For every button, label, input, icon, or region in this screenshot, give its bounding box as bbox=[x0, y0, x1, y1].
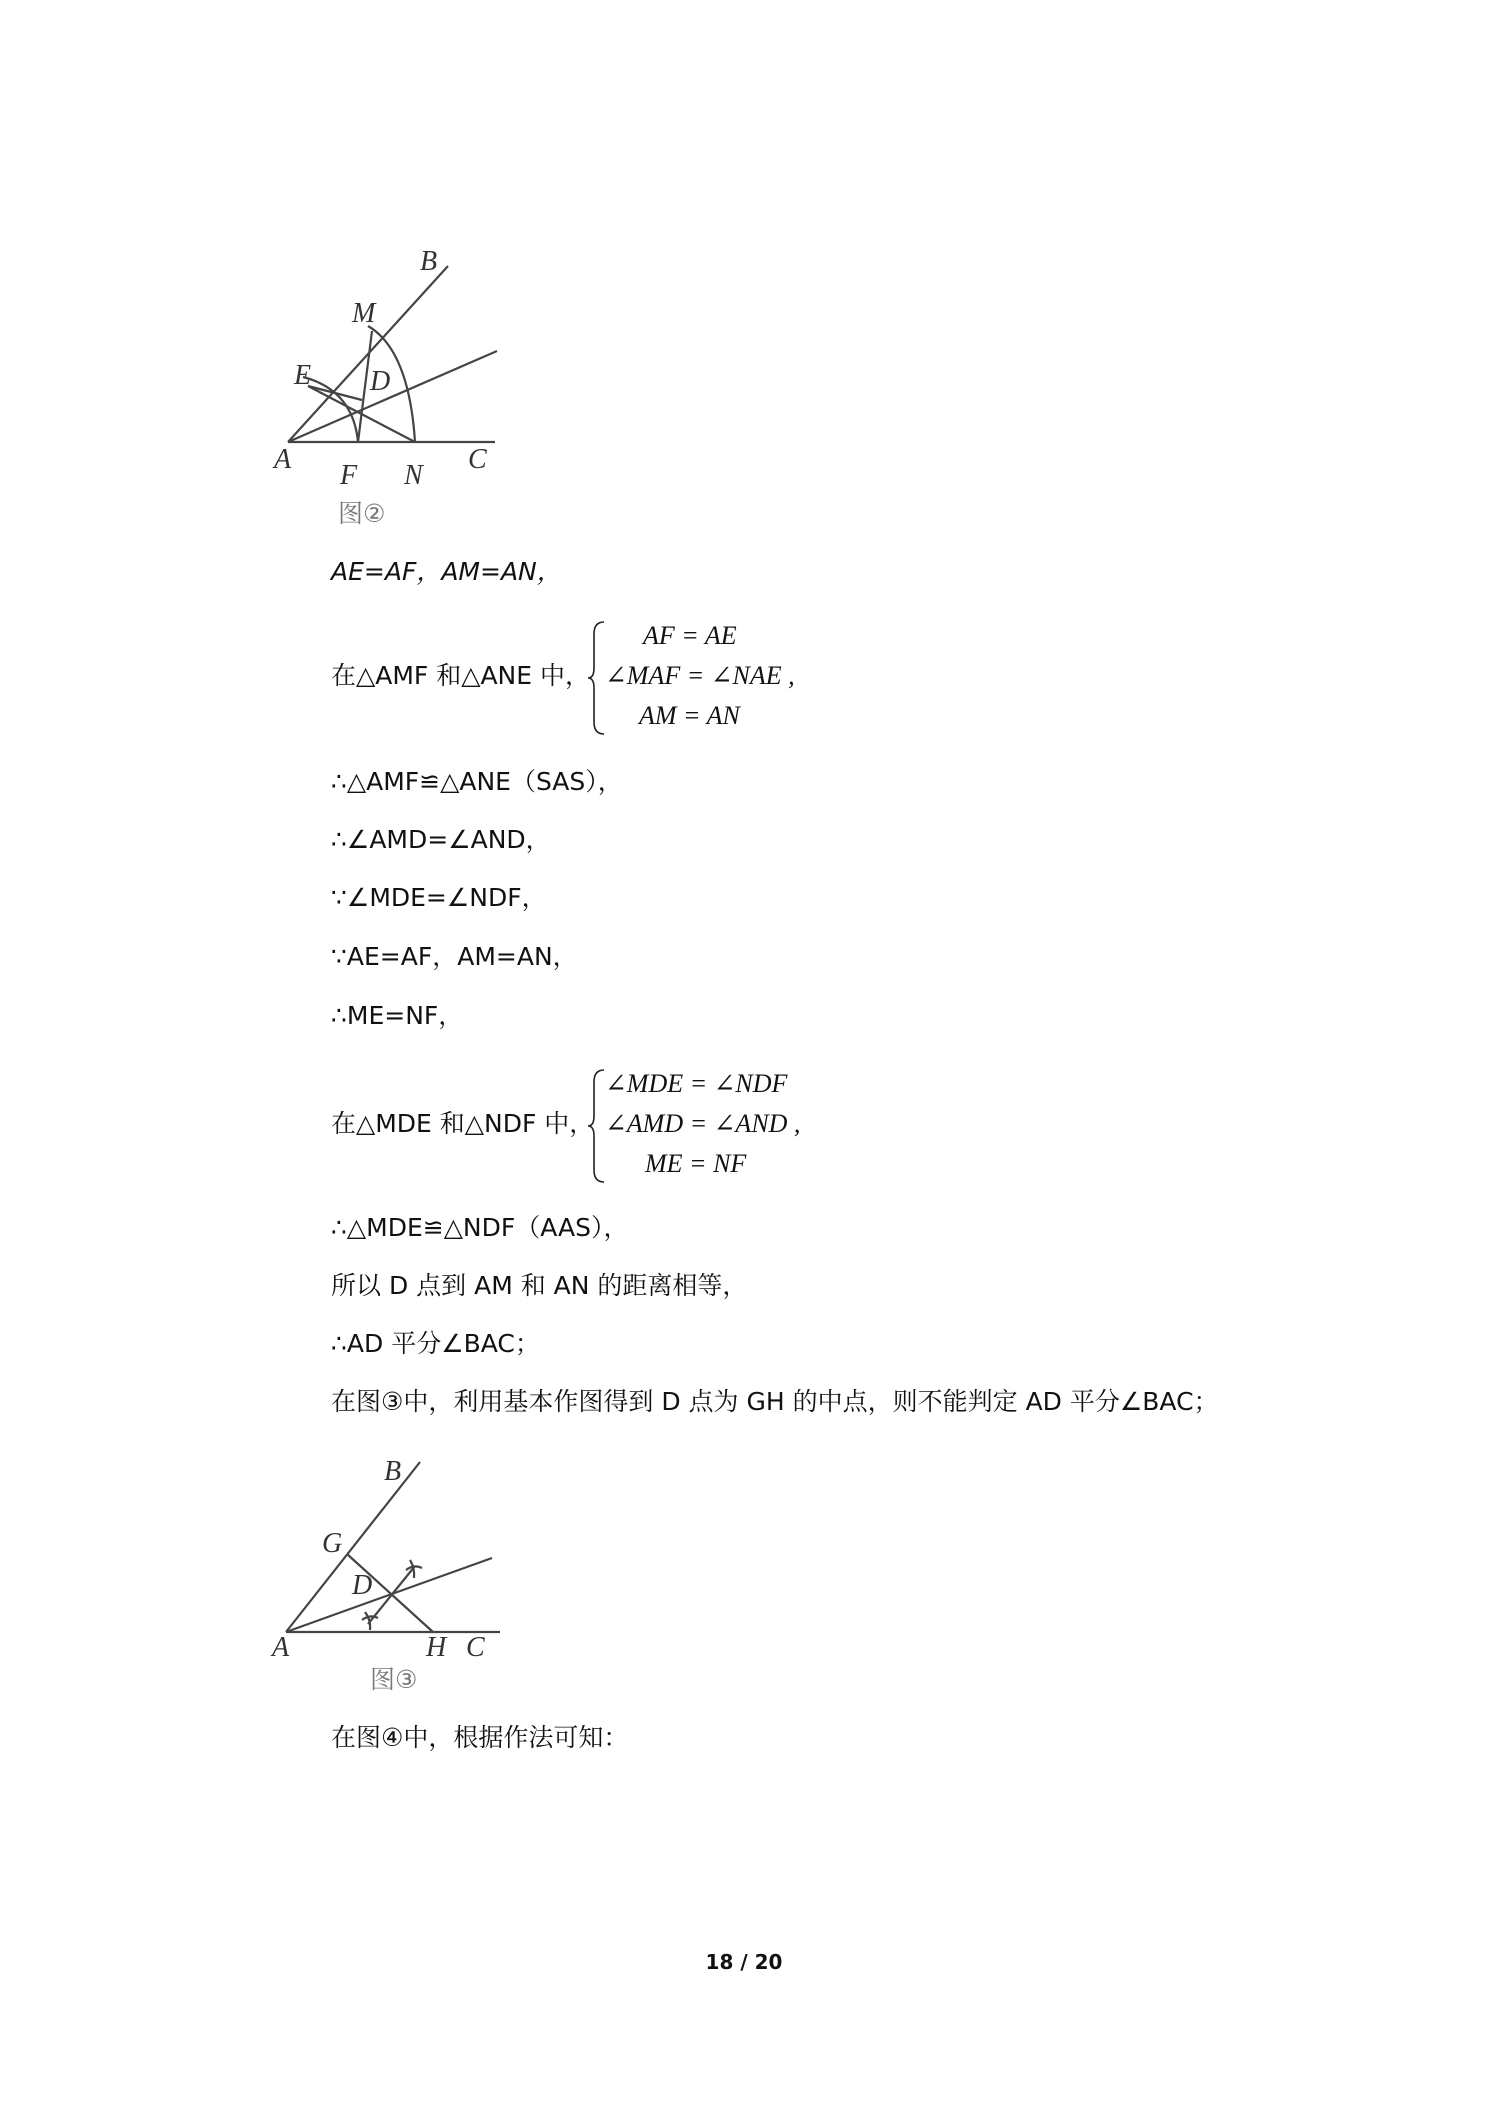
label-n: N bbox=[404, 460, 423, 491]
perpendicular-line bbox=[368, 1566, 415, 1624]
system-1-eq-3: AM = AN bbox=[639, 701, 740, 730]
text-line-11: 在图④中，根据作法可知： bbox=[331, 1723, 629, 1752]
figure-3-caption: 图③ bbox=[370, 1665, 418, 1694]
system-2-eq-3: ME = NF bbox=[645, 1149, 747, 1178]
figure-3-diagram bbox=[270, 1452, 510, 1662]
label-c: C bbox=[468, 444, 487, 475]
text-line-5: ∵AE=AF，AM=AN， bbox=[331, 942, 578, 971]
text-line-2: ∴△AMF≌△ANE（SAS）， bbox=[331, 767, 623, 796]
label-d: D bbox=[352, 1570, 373, 1601]
system-2-lead: 在△MDE 和△NDF 中， bbox=[331, 1109, 595, 1138]
label-g: G bbox=[322, 1528, 343, 1559]
label-d: D bbox=[370, 366, 391, 397]
label-f: F bbox=[340, 460, 358, 491]
system-2-eq-2: ∠AMD = ∠AND , bbox=[605, 1109, 801, 1138]
figure-2-diagram bbox=[270, 240, 520, 500]
system-2 bbox=[331, 1064, 931, 1184]
page-number: 18 / 20 bbox=[705, 1950, 783, 1974]
system-2-eq-1: ∠MDE = ∠NDF bbox=[605, 1069, 788, 1098]
label-e: E bbox=[294, 360, 312, 391]
system-1-lead: 在△AMF 和△ANE 中， bbox=[331, 661, 590, 690]
text-line-1: AE=AF，AM=AN， bbox=[331, 557, 562, 586]
text-line-3: ∴∠AMD=∠AND， bbox=[331, 825, 551, 854]
figure-2-caption: 图② bbox=[338, 499, 386, 528]
label-m: M bbox=[352, 298, 376, 329]
system-1-eq-1: AF = AE bbox=[643, 621, 737, 650]
label-h: H bbox=[426, 1632, 447, 1662]
system-1 bbox=[331, 616, 931, 736]
text-line-9: ∴AD 平分∠BAC； bbox=[331, 1329, 540, 1358]
ray-ad bbox=[286, 1558, 492, 1632]
text-line-4: ∵∠MDE=∠NDF， bbox=[331, 883, 547, 912]
label-a: A bbox=[272, 1632, 290, 1662]
label-a: A bbox=[274, 444, 292, 475]
ray-ad bbox=[288, 351, 497, 442]
text-line-6: ∴ME=NF， bbox=[331, 1001, 464, 1030]
arc-mark-lower-2 bbox=[365, 1612, 370, 1630]
ray-ab bbox=[286, 1462, 420, 1632]
system-1-eq-2: ∠MAF = ∠NAE , bbox=[605, 661, 795, 690]
label-b: B bbox=[384, 1456, 402, 1487]
label-c: C bbox=[466, 1632, 485, 1662]
text-line-8: 所以 D 点到 AM 和 AN 的距离相等， bbox=[331, 1271, 748, 1300]
text-line-7: ∴△MDE≌△NDF（AAS）， bbox=[331, 1213, 629, 1242]
text-line-10: 在图③中，利用基本作图得到 D 点为 GH 的中点，则不能判定 AD 平分∠BAC； bbox=[331, 1387, 1219, 1416]
label-b: B bbox=[420, 246, 438, 277]
